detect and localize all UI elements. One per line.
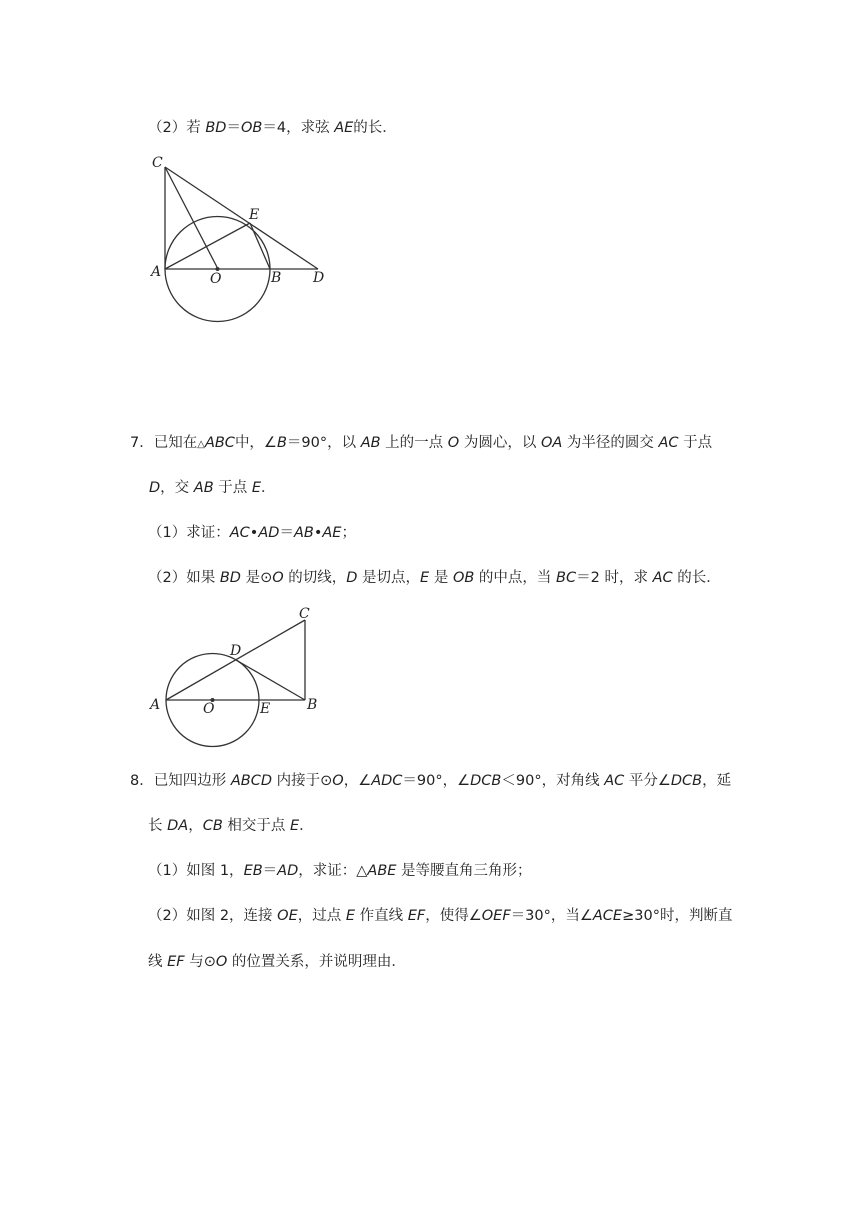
figure-problem6 — [148, 152, 348, 327]
label-A: A — [151, 264, 162, 280]
label-D: D — [230, 643, 242, 659]
p8-line2: 长 DA，CB 相交于点 E． — [148, 818, 314, 834]
p6-part2-text: （2）若 BD＝OB＝4，求弦 AE的长． — [148, 120, 397, 136]
label-B: B — [271, 270, 282, 286]
label-B: B — [307, 697, 318, 713]
label-A: A — [150, 697, 161, 713]
p8-part1: （1）如图 1，EB＝AD，求证：△ABE 是等腰直角三角形； — [148, 863, 532, 879]
p7-line2: D，交 AB 于点 E． — [149, 480, 276, 496]
p7-line1: 7．已知在△ABC中，∠B＝90°，以 AB 上的一点 O 为圆心，以 OA 为半径的圆交 AC 于点 — [130, 435, 713, 451]
p7-part2: （2）如果 BD 是⊙O 的切线，D 是切点，E 是 OB 的中点，当 BC＝2 时，求 AC 的长． — [148, 570, 721, 586]
label-C: C — [299, 606, 310, 622]
p8-part2-line2: 线 EF 与⊙O 的位置关系，并说明理由． — [148, 954, 406, 970]
p8-line1: 8．已知四边形 ABCD 内接于⊙O，∠ADC＝90°，∠DCB＜90°，对角线 AC 平分∠DCB，延 — [130, 773, 732, 789]
label-C: C — [152, 155, 163, 171]
label-D: D — [313, 270, 325, 286]
label-E: E — [260, 701, 271, 717]
label-O: O — [203, 701, 215, 717]
label-O: O — [210, 271, 222, 287]
p8-part2: （2）如图 2，连接 OE，过点 E 作直线 EF，使得∠OEF＝30°，当∠ACE≥30°时，判断直 — [148, 908, 733, 924]
p7-part1: （1）求证：AC•AD＝AB•AE； — [148, 525, 356, 541]
figure-problem7 — [148, 605, 328, 753]
label-E: E — [249, 207, 260, 223]
